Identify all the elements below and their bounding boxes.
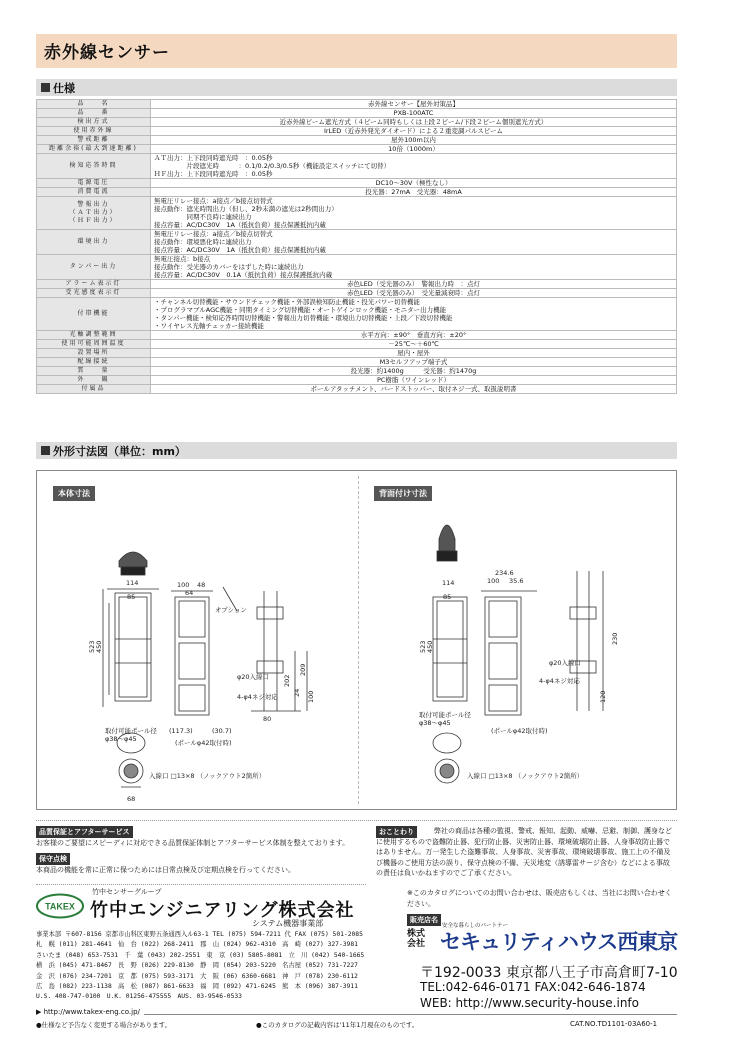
- dim-label: 234.6: [495, 569, 514, 577]
- footer-note-2: ●このカタログの記載内容は'11年1月現在のものです。: [256, 1021, 419, 1029]
- spec-value: IrLED（近赤外発光ダイオード）による２重変調パルスビーム: [151, 127, 677, 136]
- spec-value: 10倍（1000m）: [151, 145, 677, 154]
- spec-value: PC樹脂（ワインレッド）: [151, 376, 677, 385]
- spec-key: 環境出力: [37, 230, 151, 255]
- spec-row: [37, 230, 677, 255]
- dim-label: (ポールφ42取付時): [491, 727, 548, 735]
- dim-label: 523: [88, 640, 96, 653]
- spec-row: [37, 367, 677, 376]
- spec-row: [37, 154, 677, 179]
- dealer-name: セキュリティハウス西東京: [440, 930, 678, 954]
- spec-value: 赤外線センサー【屋外対策品】: [151, 100, 677, 109]
- spec-key: 電源電圧: [37, 179, 151, 188]
- spec-section-header: [36, 79, 677, 96]
- dim-label: (ポールφ42取付時): [175, 739, 232, 747]
- division-name: システム機器事業部: [252, 919, 324, 928]
- pole-note-right: 取付可能ポール径 φ38～φ45: [419, 711, 471, 727]
- dim-label: 85: [127, 593, 136, 601]
- warranty-title: 品質保証とアフターサービス: [36, 826, 133, 838]
- dim-label: 85: [443, 593, 452, 601]
- section-marker-icon: [41, 446, 50, 455]
- dim-label: 100: [177, 581, 190, 589]
- spec-row: [37, 100, 677, 109]
- spec-row: [37, 188, 677, 197]
- title-bar: [36, 34, 677, 68]
- dim-label: 450: [95, 640, 103, 653]
- dim-label: 68: [127, 795, 136, 803]
- notice-text: 弊社の商品は各種の監視、警戒、報知、起動、威嚇、忌避、制御、護身などに使用するもので盗難防止器、犯行防止器、災害防止器、環境破壊防止器、人身事故防止器ではありません。万一発生した盗難事故、人身事故、災害事故、環境破壊事故、施工上の不備及び機器のご使用方法の誤り、保守点検の不備、天災地変（誘導雷サージ含む）などによる事故の責任は負いかねますのでご了承ください。: [376, 827, 672, 877]
- spec-key: 検知応答時間: [37, 154, 151, 179]
- spec-row: [37, 136, 677, 145]
- spec-value: PXB-100ATC: [151, 109, 677, 118]
- spec-row: [37, 298, 677, 331]
- spec-key: 警戒距離: [37, 136, 151, 145]
- dealer-tagline: 安全な暮らしのパートナー: [442, 923, 509, 929]
- spec-value: 無電圧リレー接点：a接点／b接点切替式 接点動作：遮光時間出力（但し、2秒未満の遮光は2秒間出力） 同期不良時に連続出力 接点容量：AC/DC30V 1A（抵抗負荷）接点保護抵抗内蔵: [151, 197, 677, 230]
- spec-row: [37, 358, 677, 367]
- dim-section-header: [36, 442, 677, 459]
- spec-row: [37, 255, 677, 280]
- website-link[interactable]: ▶ http://www.takex-eng.co.jp/: [36, 1008, 144, 1016]
- spec-key: 警報出力 （ＡＴ出力） （ＨＦ出力）: [37, 197, 151, 230]
- maintenance-title: 保守点検: [36, 853, 70, 865]
- spec-key: 光軸調整範囲: [37, 331, 151, 340]
- spec-value: 投光器：27mA 受光器：48mA: [151, 188, 677, 197]
- dealer-tel: TEL:042-646-0171 FAX:042-646-1874: [420, 980, 646, 994]
- dealer-address: 〒192-0033 東京都八王子市高倉町7-10: [420, 965, 678, 981]
- dim-label: (30.7): [212, 727, 232, 735]
- spec-key: 付属品: [37, 385, 151, 394]
- spec-value: 無電圧接点：b接点 接点動作：受光器のカバーをはずした時に連続出力 接点容量：AC/DC30V 0.1A（抵抗負荷）接点保護抵抗内蔵: [151, 255, 677, 280]
- rear-mount-view: [433, 525, 603, 783]
- office-addresses: 事業本部 〒607-8156 京都市山科区東野五条通西入ル63-1 TEL (075) 594-7211 代 FAX (075) 501-2085 札 幌 (011) 281-4641 仙 台 (022) 268-2411 郡 山 (024) 962-4310 高 崎 (027) 327-3981 さいたま (048) 653-7531 千 葉 (043) 202-2551 東 京 (03) 5805-8081 立 川 (042) 540-1665 横 浜 (045) 471-8467 長 野 (026) 229-8130 静 岡 (054) 203-5220 名古屋 (052) 731-7227 金 沢 (076) 234-7201 京 都 (075) 593-3171 大 阪 (06) 6360-6681 神 戸 (078) 230-6112 広 島 (082) 223-1138 高 松 (087) 861-6633 福 岡 (092) 471-6245 熊 本 (096) 387-3911 U.S. 408-747-0100 U.K. 01256-475555 AUS. 03-9546-0533: [36, 931, 365, 1001]
- group-label: 竹中センサーグループ: [92, 888, 162, 896]
- dim-label: 230: [611, 632, 619, 645]
- spec-key: 距離余裕(最大到達距離): [37, 145, 151, 154]
- spec-row: [37, 118, 677, 127]
- catalog-number: CAT.NO.TD1101-03A60-1: [570, 1020, 658, 1028]
- dim-label: φ20入線口: [237, 673, 270, 681]
- front-view: [103, 552, 159, 707]
- pane-right-title: 背面付け寸法: [374, 486, 432, 501]
- spec-row: [37, 127, 677, 136]
- spec-row: [37, 145, 677, 154]
- spec-row: [37, 197, 677, 230]
- dim-label: 202: [283, 674, 291, 687]
- dim-label: 4-φ4ネジ対応: [237, 693, 278, 701]
- spec-key: 品 名: [37, 100, 151, 109]
- spec-value: ポールアタッチメント、バードストッパー、取付ネジ一式、取扱説明書: [151, 385, 677, 394]
- spec-key: 配線接続: [37, 358, 151, 367]
- spec-row: [37, 331, 677, 340]
- spec-row: [37, 385, 677, 394]
- maintenance-text: 本商品の機能を常に正常に保つためには日常点検及び定期点検を行ってください。: [36, 866, 295, 874]
- spec-value: 赤色LED（受光器のみ） 受光量減衰時：点灯: [151, 289, 677, 298]
- spec-key: 外 観: [37, 376, 151, 385]
- dim-label: 4-φ4ネジ対応: [539, 677, 580, 685]
- dealer-web[interactable]: WEB: http://www.security-house.info: [420, 996, 639, 1010]
- dim-label: 120: [599, 690, 607, 703]
- dim-label: 64: [185, 589, 194, 597]
- spec-row: [37, 289, 677, 298]
- spec-key: 使用赤外線: [37, 127, 151, 136]
- spec-row: [37, 179, 677, 188]
- spec-value: 屋外100m以内: [151, 136, 677, 145]
- dim-label: (117.3): [169, 727, 193, 735]
- spec-value: 近赤外線ビーム遮光方式（４ビーム同時もしくは上段２ビーム/下段２ビーム個別遮光方式）: [151, 118, 677, 127]
- dim-label: オプション: [215, 606, 247, 614]
- spec-key: アラーム表示灯: [37, 280, 151, 289]
- dimension-drawing-box: [36, 470, 677, 810]
- spec-row: [37, 280, 677, 289]
- spec-key: 品 番: [37, 109, 151, 118]
- spec-row: [37, 109, 677, 118]
- pane-left-title: 本体寸法: [53, 486, 95, 501]
- spec-table: [36, 99, 677, 394]
- spec-value: 赤色LED（受光器のみ） 警報出力時 ：点灯: [151, 280, 677, 289]
- footer-divider: [36, 820, 677, 821]
- dimension-drawing: [37, 471, 678, 811]
- dim-label: 450: [426, 640, 434, 653]
- spec-value: 屋内・屋外: [151, 349, 677, 358]
- spec-key: 検出方式: [37, 118, 151, 127]
- dim-label: 114: [442, 579, 455, 587]
- dim-label: 48: [197, 581, 206, 589]
- takex-logo-icon: [36, 893, 84, 919]
- spec-key: 質 量: [37, 367, 151, 376]
- dim-label: 523: [419, 640, 427, 653]
- svg-text:TAKEX: TAKEX: [45, 901, 75, 912]
- notice-title: おことわり: [376, 826, 417, 838]
- pole-note-left: 取付可能ポール径 φ38～φ45: [105, 727, 157, 743]
- warranty-text: お客様のご要望にスピーディに対応できる品質保証体制とアフターサービス体制を整えております。: [36, 839, 350, 847]
- dim-label: 24: [293, 688, 301, 697]
- spec-value: M3セルフアップ端子式: [151, 358, 677, 367]
- spec-value: 無電圧リレー接点：a接点／b接点切替式 接点動作：環境悪化時に連続出力 接点容量：AC/DC30V 1A（抵抗負荷）接点保護抵抗内蔵: [151, 230, 677, 255]
- dim-label: φ20入線口: [549, 659, 582, 667]
- spec-section-title: 仕様: [53, 82, 75, 95]
- dim-label: 100: [487, 577, 500, 585]
- spec-key: 消費電流: [37, 188, 151, 197]
- spec-key: タンパー出力: [37, 255, 151, 280]
- section-marker-icon: [41, 83, 50, 92]
- spec-value: DC10～30V（極性なし）: [151, 179, 677, 188]
- dim-section-title: 外形寸法図（単位：mm）: [53, 445, 186, 458]
- spec-row: [37, 340, 677, 349]
- spec-value: 水平方向：±90° 垂直方向：±20°: [151, 331, 677, 340]
- company-name: 竹中エンジニアリング株式会社: [90, 900, 355, 921]
- spec-row: [37, 349, 677, 358]
- dim-label: 209: [299, 663, 307, 676]
- spec-row: [37, 376, 677, 385]
- dim-label: 114: [126, 579, 139, 587]
- page-title: 赤外線センサー: [44, 43, 170, 63]
- dim-label: 入線口 □13×8 （ノックアウト2箇所）: [149, 772, 266, 780]
- spec-value: 投光器：約1400g 受光器：約1470g: [151, 367, 677, 376]
- spec-value: －25℃～＋60℃: [151, 340, 677, 349]
- spec-key: 設置場所: [37, 349, 151, 358]
- spec-key: 付帯機能: [37, 298, 151, 331]
- dealer-label: 販売店名: [407, 914, 441, 926]
- spec-key: 受光感度表示灯: [37, 289, 151, 298]
- dim-label: 35.6: [509, 577, 524, 585]
- dim-label: 80: [263, 715, 272, 723]
- dim-label: 100: [307, 690, 315, 703]
- spec-value: ・チャンネル切替機能・サウンドチェック機能・外部誤検知防止機能・投光パワー切替機能 ・プログラマブルAGC機能・同期タイミング切替機能・オートゲインロック機能・モニター出力機能 ・タンパー機能・検知応答時間切替機能・警報出力切替機能・環境出力切替機能・上段／下段切替機能 ・ワイヤレス光軸チェッカー接続機能: [151, 298, 677, 331]
- dim-label: 入線口 □13×8 （ノックアウト2箇所）: [467, 772, 584, 780]
- dealer-prefix: 株式会社: [407, 929, 426, 949]
- spec-value: ＡＴ出力：上下段同時遮光時 ：0.05秒 片段遮光時 ：0.1/0.2/0.3/0.5秒（機能設定スイッチにて切替） ＨＦ出力：上下段同時遮光時 ：0.05秒: [151, 154, 677, 179]
- inquiry-note: ※このカタログについてのお問い合わせは、販売店もしくは、当社にお問い合わせください。: [407, 889, 672, 908]
- footer-note-1: ●仕様など予告なく変更する場合があります。: [36, 1021, 172, 1029]
- spec-key: 使用可能周囲温度: [37, 340, 151, 349]
- footer-divider: [36, 884, 366, 885]
